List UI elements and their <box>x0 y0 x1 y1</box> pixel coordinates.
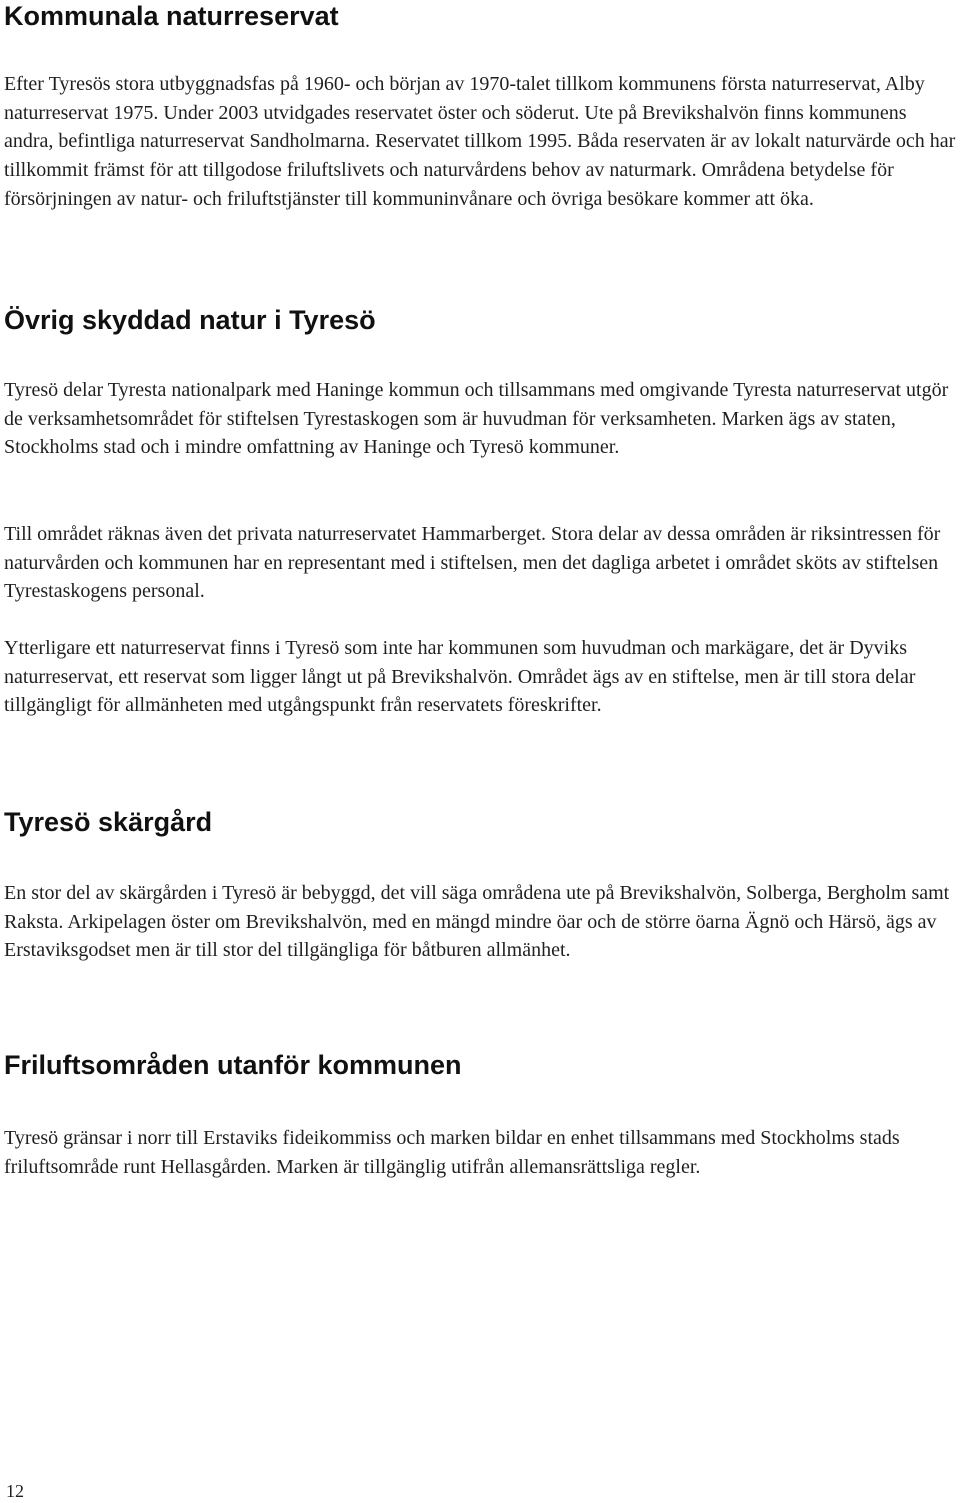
section-heading-kommunala-naturreservat: Kommunala naturreservat <box>4 1 339 31</box>
paragraph-kommunala-naturreservat: Efter Tyresös stora utbyggnadsfas på 1960- och början av 1970-talet tillkom kommunens första naturreservat, Alby naturreservat 1975. Under 2003 utvidgades reservatet öster och söderut. Ute på Brevikshalvön finns kommunens andra, befintliga naturreservat Sandholmarna. Reservatet tillkom 1995. Båda reservaten är av lokalt naturvärde och har tillkommit främst för att tillgodose friluftslivets och naturvårdens behov av naturmark. Områdena betydelse för försörjningen av natur- och friluftstjänster till kommuninvånare och övriga besökare kommer att öka. <box>4 73 956 210</box>
section-heading-tyreso-skargard: Tyresö skärgård <box>4 807 213 837</box>
section-heading-ovrig-skyddad-natur: Övrig skyddad natur i Tyresö <box>4 305 376 335</box>
paragraph-ovrig-skyddad-natur-1: Tyresö delar Tyresta nationalpark med Haninge kommun och tillsammans med omgivande Tyresta naturreservat utgör de verksamhetsområdet för stiftelsen Tyrestaskogen som är huvudman för verksamheten. Marken ägs av staten, Stockholms stad och i mindre omfattning av Haninge och Tyresö kommuner. <box>4 379 949 459</box>
page-number: 12 <box>6 1481 24 1501</box>
paragraph-ovrig-skyddad-natur-2: Till området räknas även det privata naturreservatet Hammarberget. Stora delar av dessa områden är riksintressen för naturvården och kommunen har en representant med i stiftelsen, men det dagliga arbetet i området sköts av stiftelsen Tyrestaskogens personal. <box>4 523 941 603</box>
paragraph-friluftsomraden-utanfor-kommunen: Tyresö gränsar i norr till Erstaviks fideikommiss och marken bildar en enhet tillsammans med Stockholms stads friluftsområde runt Hellasgården. Marken är tillgänglig utifrån allemansrättsliga regler. <box>4 1127 900 1178</box>
paragraph-ovrig-skyddad-natur-3: Ytterligare ett naturreservat finns i Tyresö som inte har kommunen som huvudman och markägare, det är Dyviks naturreservat, ett reservat som ligger långt ut på Brevikshalvön. Området ägs av en stiftelse, men är till stora delar tillgängligt för allmänheten med utgångspunkt från reservatets föreskrifter. <box>4 637 916 717</box>
section-heading-friluftsomraden-utanfor-kommunen: Friluftsområden utanför kommunen <box>4 1050 462 1080</box>
paragraph-tyreso-skargard: En stor del av skärgården i Tyresö är bebyggd, det vill säga områdena ute på Brevikshalvön, Solberga, Bergholm samt Raksta. Arkipelagen öster om Brevikshalvön, med en mängd mindre öar och de större öarna Ägnö och Härsö, ägs av Erstaviksgodset men är till stor del tillgängliga för båtburen allmänhet. <box>4 882 950 962</box>
